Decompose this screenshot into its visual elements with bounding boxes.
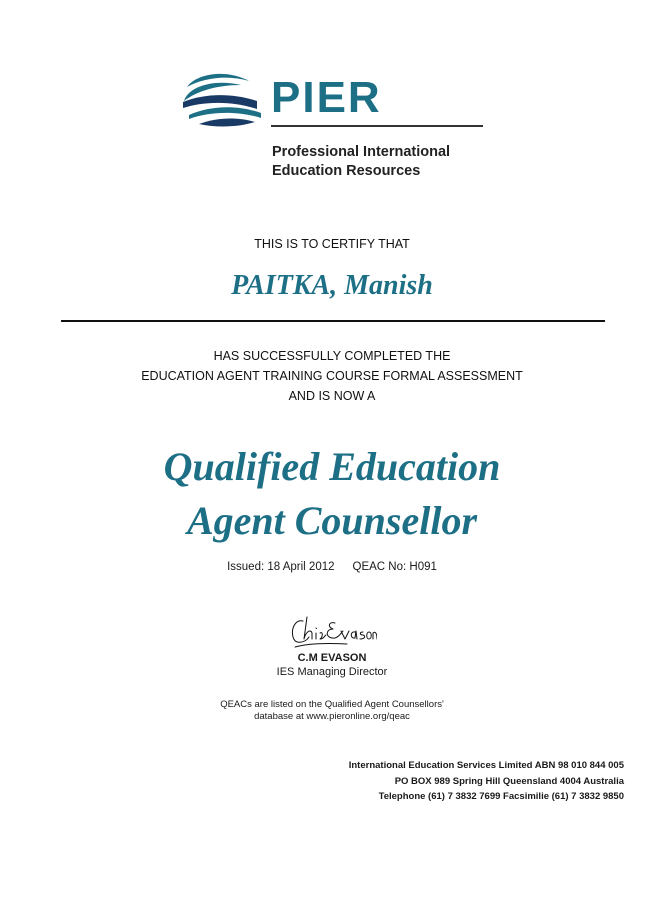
logo-tagline-line2: Education Resources xyxy=(272,163,421,179)
pier-logo-icon xyxy=(183,71,263,127)
logo-wordmark: PIER xyxy=(271,73,382,122)
company-footer xyxy=(349,758,624,805)
issue-date: Issued: 18 April 2012 xyxy=(227,561,335,573)
issue-details xyxy=(0,558,664,576)
listing-line2: database at www.pieronline.org/qeac xyxy=(254,711,410,722)
qeac-number: QEAC No: H091 xyxy=(352,561,437,573)
completion-line1: HAS SUCCESSFULLY COMPLETED THE xyxy=(213,349,451,363)
recipient-name: PAITKA, Manish xyxy=(231,270,433,301)
completion-line3: AND IS NOW A xyxy=(288,389,376,403)
completion-line2: EDUCATION AGENT TRAINING COURSE FORMAL ASSESSMENT xyxy=(141,369,523,383)
qeac-listing-note xyxy=(0,699,664,723)
footer-phone: Telephone (61) 7 3832 7699 Facsimilie (61) 7 3832 9850 xyxy=(378,791,624,802)
completion-statement xyxy=(0,346,664,406)
footer-company: International Education Services Limited ABN 98 010 844 005 xyxy=(348,760,624,771)
listing-line1: QEACs are listed on the Qualified Agent Counsellors' xyxy=(220,699,444,710)
name-underline xyxy=(61,320,605,322)
qualification-title xyxy=(0,440,664,548)
logo-tagline-line1: Professional International xyxy=(272,144,451,160)
logo-divider xyxy=(271,125,483,127)
footer-address: PO BOX 989 Spring Hill Queensland 4004 Australia xyxy=(394,775,624,787)
qualification-title-line2: Agent Counsellor xyxy=(186,498,478,543)
qualification-title-line1: Qualified Education xyxy=(163,444,501,489)
signatory-role: IES Managing Director xyxy=(276,666,388,678)
signatory-block xyxy=(0,651,664,679)
certify-intro: THIS IS TO CERTIFY THAT xyxy=(254,237,410,251)
signature-image xyxy=(289,613,377,649)
logo-tagline xyxy=(272,143,450,181)
signatory-name: C.M EVASON xyxy=(297,652,367,664)
